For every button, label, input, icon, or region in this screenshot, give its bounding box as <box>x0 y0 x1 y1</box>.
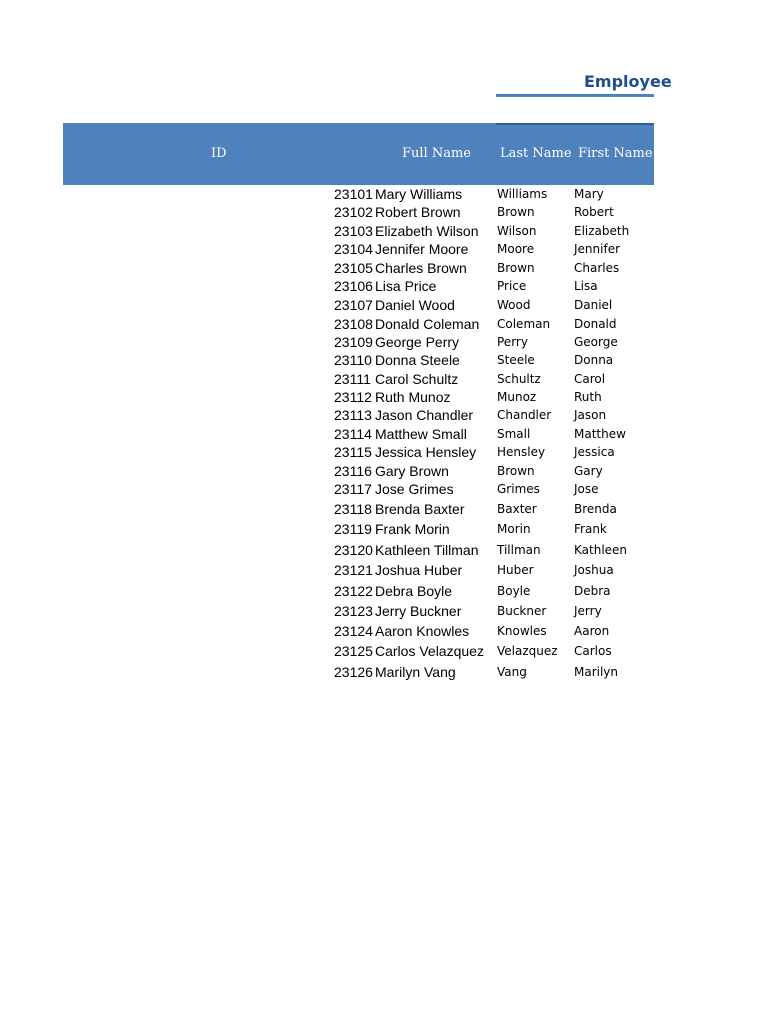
header-first-name[interactable]: First Name <box>578 146 653 161</box>
header-last-name[interactable]: Last Name <box>500 146 572 161</box>
cell-last-name[interactable]: Munoz <box>497 390 537 404</box>
table-row[interactable] <box>0 370 768 388</box>
cell-full-name[interactable]: Donna Steele <box>375 352 460 368</box>
cell-last-name[interactable]: Moore <box>497 242 535 256</box>
cell-first-name[interactable]: Gary <box>574 464 603 478</box>
cell-last-name[interactable]: Vang <box>497 665 527 679</box>
cell-full-name[interactable]: Carlos Velazquez <box>375 643 484 659</box>
cell-id[interactable]: 23124 <box>334 623 373 639</box>
cell-id[interactable]: 23125 <box>334 643 373 659</box>
table-row[interactable] <box>0 240 768 258</box>
table-row[interactable] <box>0 582 768 600</box>
cell-id[interactable]: 23119 <box>334 521 372 537</box>
cell-last-name[interactable]: Wilson <box>497 224 537 238</box>
cell-first-name[interactable]: Frank <box>574 522 607 536</box>
header-full-name[interactable]: Full Name <box>402 146 471 161</box>
cell-first-name[interactable]: Jennifer <box>574 242 621 256</box>
table-row[interactable] <box>0 425 768 443</box>
cell-full-name[interactable]: Elizabeth Wilson <box>375 223 479 239</box>
cell-first-name[interactable]: Robert <box>574 205 614 219</box>
title-area <box>496 64 672 98</box>
cell-id[interactable]: 23116 <box>334 463 372 479</box>
cell-last-name[interactable]: Perry <box>497 335 528 349</box>
cell-last-name[interactable]: Huber <box>497 563 534 577</box>
cell-full-name[interactable]: Jennifer Moore <box>375 241 469 257</box>
cell-id[interactable]: 23110 <box>334 352 372 368</box>
cell-last-name[interactable]: Price <box>497 279 527 293</box>
cell-id[interactable]: 23101 <box>334 186 373 202</box>
cell-first-name[interactable]: Marilyn <box>574 665 619 679</box>
cell-last-name[interactable]: Small <box>497 427 531 441</box>
cell-first-name[interactable]: George <box>574 335 618 349</box>
cell-full-name[interactable]: Robert Brown <box>375 204 461 220</box>
cell-first-name[interactable]: Debra <box>574 584 611 598</box>
cell-id[interactable]: 23111 <box>334 371 371 387</box>
table-row[interactable] <box>0 185 768 203</box>
cell-first-name[interactable]: Ruth <box>574 390 602 404</box>
cell-full-name[interactable]: Jose Grimes <box>375 481 454 497</box>
cell-full-name[interactable]: Jessica Hensley <box>375 444 477 460</box>
cell-first-name[interactable]: Daniel <box>574 298 613 312</box>
cell-last-name[interactable]: Buckner <box>497 604 547 618</box>
cell-last-name[interactable]: Coleman <box>497 317 551 331</box>
table-row[interactable] <box>0 622 768 640</box>
table-row[interactable] <box>0 222 768 240</box>
table-row[interactable] <box>0 663 768 681</box>
cell-full-name[interactable]: Donald Coleman <box>375 316 480 332</box>
table-row[interactable] <box>0 520 768 538</box>
table-row[interactable] <box>0 277 768 295</box>
cell-last-name[interactable]: Steele <box>497 353 535 367</box>
cell-id[interactable]: 23103 <box>334 223 373 239</box>
cell-full-name[interactable]: Joshua Huber <box>375 562 463 578</box>
cell-id[interactable]: 23120 <box>334 542 373 558</box>
cell-full-name[interactable]: Ruth Munoz <box>375 389 451 405</box>
cell-full-name[interactable]: Jason Chandler <box>375 407 474 423</box>
cell-full-name[interactable]: Kathleen Tillman <box>375 542 479 558</box>
cell-id[interactable]: 23114 <box>334 426 372 442</box>
cell-full-name[interactable]: Marilyn Vang <box>375 664 456 680</box>
cell-last-name[interactable]: Baxter <box>497 502 537 516</box>
cell-full-name[interactable]: Gary Brown <box>375 463 449 479</box>
table-row[interactable] <box>0 541 768 559</box>
cell-last-name[interactable]: Tillman <box>497 543 541 557</box>
cell-full-name[interactable]: Debra Boyle <box>375 583 453 599</box>
table-row[interactable] <box>0 406 768 424</box>
cell-first-name[interactable]: Donna <box>574 353 614 367</box>
table-row[interactable] <box>0 561 768 579</box>
cell-first-name[interactable]: Brenda <box>574 502 617 516</box>
cell-first-name[interactable]: Elizabeth <box>574 224 630 238</box>
cell-last-name[interactable]: Velazquez <box>497 644 558 658</box>
table-row[interactable] <box>0 333 768 351</box>
cell-id[interactable]: 23117 <box>334 481 372 497</box>
table-row[interactable] <box>0 602 768 620</box>
cell-full-name[interactable]: Brenda Baxter <box>375 501 465 517</box>
header-top-border <box>496 123 654 125</box>
cell-id[interactable]: 23113 <box>334 407 372 423</box>
cell-last-name[interactable]: Knowles <box>497 624 547 638</box>
cell-last-name[interactable]: Brown <box>497 261 535 275</box>
cell-first-name[interactable]: Jason <box>574 408 607 422</box>
header-id[interactable]: ID <box>211 146 227 161</box>
cell-first-name[interactable]: Lisa <box>574 279 598 293</box>
cell-first-name[interactable]: Carol <box>574 372 606 386</box>
cell-full-name[interactable]: Charles Brown <box>375 260 467 276</box>
cell-last-name[interactable]: Boyle <box>497 584 531 598</box>
cell-full-name[interactable]: Matthew Small <box>375 426 467 442</box>
table-row[interactable] <box>0 315 768 333</box>
cell-full-name[interactable]: George Perry <box>375 334 460 350</box>
cell-full-name[interactable]: Mary Williams <box>375 186 463 202</box>
table-header <box>63 123 654 185</box>
cell-last-name[interactable]: Williams <box>497 187 548 201</box>
cell-id[interactable]: 23123 <box>334 603 373 619</box>
table-row[interactable] <box>0 296 768 314</box>
cell-first-name[interactable]: Kathleen <box>574 543 628 557</box>
cell-id[interactable]: 23118 <box>334 501 372 517</box>
table-row[interactable] <box>0 443 768 461</box>
cell-id[interactable]: 23106 <box>334 278 373 294</box>
cell-last-name[interactable]: Hensley <box>497 445 546 459</box>
cell-full-name[interactable]: Frank Morin <box>375 521 450 537</box>
cell-id[interactable]: 23112 <box>334 389 372 405</box>
title-underline <box>496 94 654 97</box>
cell-id[interactable]: 23115 <box>334 444 372 460</box>
cell-id[interactable]: 23107 <box>334 297 373 313</box>
cell-full-name[interactable]: Carol Schultz <box>375 371 459 387</box>
cell-last-name[interactable]: Chandler <box>497 408 552 422</box>
table-row[interactable] <box>0 351 768 369</box>
cell-id[interactable]: 23109 <box>334 334 373 350</box>
table-row[interactable] <box>0 500 768 518</box>
table-row[interactable] <box>0 259 768 277</box>
cell-id[interactable]: 23104 <box>334 241 373 257</box>
cell-last-name[interactable]: Grimes <box>497 482 540 496</box>
cell-first-name[interactable]: Carlos <box>574 644 612 658</box>
cell-last-name[interactable]: Brown <box>497 464 535 478</box>
cell-full-name[interactable]: Jerry Buckner <box>375 603 462 619</box>
cell-first-name[interactable]: Charles <box>574 261 620 275</box>
cell-first-name[interactable]: Matthew <box>574 427 626 441</box>
cell-first-name[interactable]: Jessica <box>574 445 615 459</box>
cell-id[interactable]: 23102 <box>334 204 373 220</box>
cell-first-name[interactable]: Mary <box>574 187 604 201</box>
table-row[interactable] <box>0 388 768 406</box>
cell-last-name[interactable]: Morin <box>497 522 531 536</box>
cell-first-name[interactable]: Jerry <box>574 604 602 618</box>
cell-id[interactable]: 23126 <box>334 664 373 680</box>
cell-id[interactable]: 23121 <box>334 562 373 578</box>
cell-first-name[interactable]: Joshua <box>574 563 614 577</box>
cell-first-name[interactable]: Jose <box>574 482 599 496</box>
cell-last-name[interactable]: Brown <box>497 205 535 219</box>
cell-last-name[interactable]: Wood <box>497 298 531 312</box>
cell-id[interactable]: 23122 <box>334 583 373 599</box>
cell-last-name[interactable]: Schultz <box>497 372 541 386</box>
table-row[interactable] <box>0 480 768 498</box>
cell-first-name[interactable]: Donald <box>574 317 617 331</box>
cell-id[interactable]: 23105 <box>334 260 373 276</box>
cell-full-name[interactable]: Aaron Knowles <box>375 623 470 639</box>
page-title: Employee <box>584 72 672 91</box>
table-row[interactable] <box>0 642 768 660</box>
table-row[interactable] <box>0 462 768 480</box>
table-row[interactable] <box>0 203 768 221</box>
cell-id[interactable]: 23108 <box>334 316 373 332</box>
cell-full-name[interactable]: Lisa Price <box>375 278 437 294</box>
cell-first-name[interactable]: Aaron <box>574 624 610 638</box>
cell-full-name[interactable]: Daniel Wood <box>375 297 455 313</box>
